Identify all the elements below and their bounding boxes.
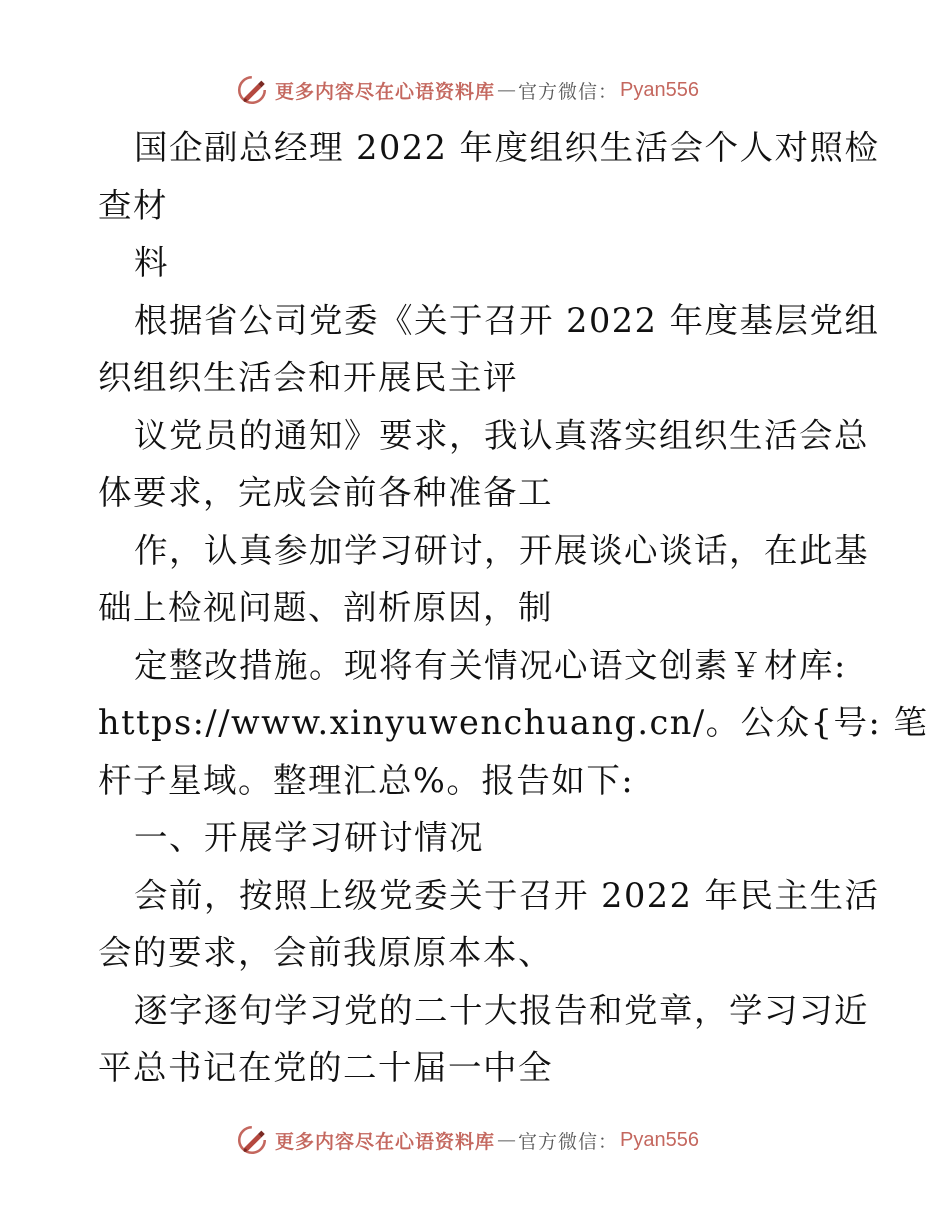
banner-separator: — [497, 79, 517, 101]
banner-wechat-id: Pyan556 [620, 78, 699, 101]
header-banner [0, 70, 950, 110]
title-line-2: 查材 [98, 185, 168, 225]
pen-circle-logo-icon [235, 1123, 269, 1157]
paragraph-line: 定整改措施。现将有关情况心语文创素￥材库: [134, 645, 847, 685]
banner-wechat-label: 官方微信： [518, 1130, 619, 1153]
banner-main-text: 更多内容尽在心语资料库 [275, 80, 496, 103]
paragraph-line-url: https://www.xinyuwenchuang.cn/。公众{号: 笔 [98, 703, 929, 742]
paragraph-line: 平总书记在党的二十届一中全 [98, 1048, 553, 1087]
banner-wechat-id: Pyan556 [620, 1128, 699, 1151]
paragraph-line: 议党员的通知》要求，我认真落实组织生活会总 [134, 415, 869, 455]
footer-banner [0, 1120, 950, 1160]
paragraph-line: 杆子星域。整理汇总%。报告如下: [98, 760, 635, 800]
section-heading: 一、开展学习研讨情况 [134, 818, 484, 857]
title-line-3: 料 [134, 243, 169, 282]
banner-main-text: 更多内容尽在心语资料库 [275, 1130, 496, 1153]
title-line-1: 国企副总经理 2022 年度组织生活会个人对照检 [134, 128, 880, 167]
paragraph-line: 体要求，完成会前各种准备工 [98, 473, 553, 512]
paragraph-line: 会的要求，会前我原原本本、 [98, 933, 553, 972]
paragraph-line: 会前，按照上级党委关于召开 2022 年民主生活 [134, 875, 880, 915]
paragraph-line: 织组织生活会和开展民主评 [98, 358, 518, 397]
paragraph-line: 作，认真参加学习研讨，开展谈心谈话，在此基 [134, 530, 869, 570]
pen-circle-logo-icon [235, 73, 269, 107]
paragraph-line: 根据省公司党委《关于召开 2022 年度基层党组 [134, 300, 880, 340]
document-body [98, 119, 929, 1097]
paragraph-line: 逐字逐句学习党的二十大报告和党章，学习习近 [134, 990, 869, 1030]
banner-separator: — [497, 1129, 517, 1151]
banner-wechat-label: 官方微信： [518, 80, 619, 103]
paragraph-line: 础上检视问题、剖析原因，制 [98, 588, 553, 627]
